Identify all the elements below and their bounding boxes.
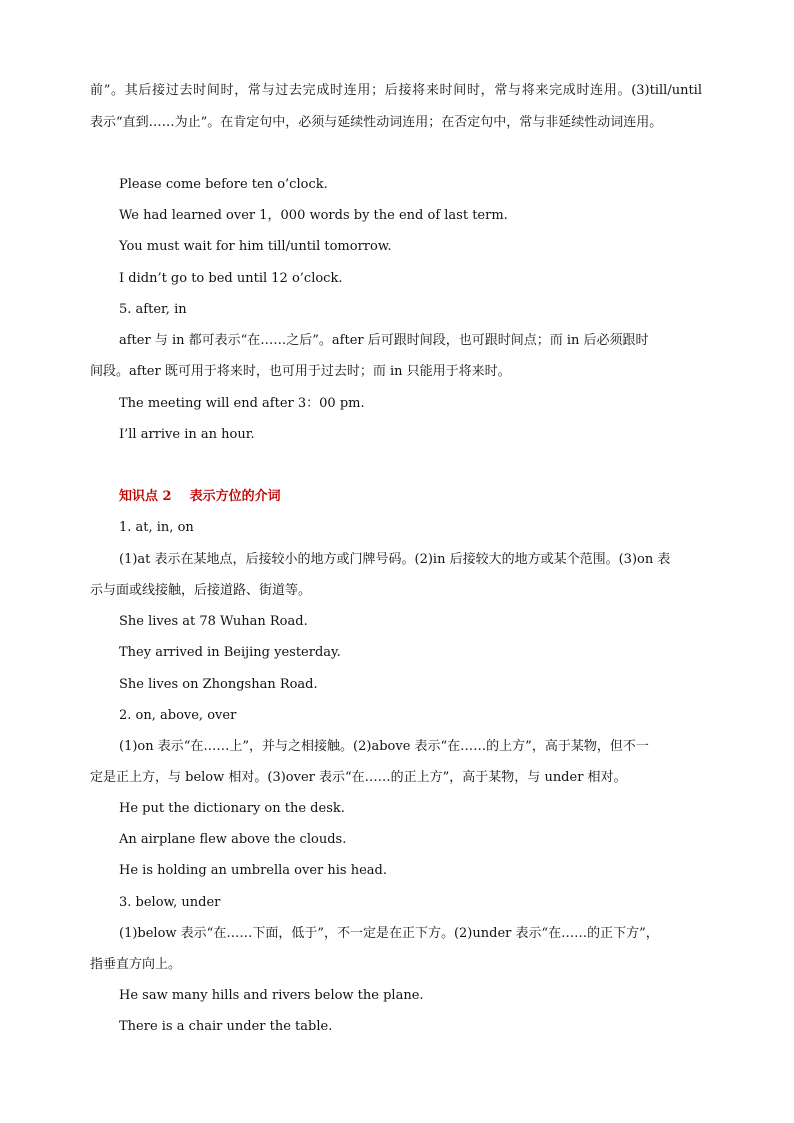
list-item-heading: 5. after, in bbox=[119, 302, 187, 317]
paragraph-line: (1)below 表示“在……下面，低于”，不一定是在正下方。(2)under 表示“在……的正下方”， bbox=[119, 926, 659, 941]
example-sentence: The meeting will end after 3：00 pm. bbox=[119, 396, 365, 411]
example-sentence: An airplane flew above the clouds. bbox=[119, 832, 347, 847]
example-sentence: They arrived in Beijing yesterday. bbox=[119, 645, 341, 660]
example-sentence: We had learned over 1，000 words by the end of last term. bbox=[119, 208, 508, 223]
section-heading-label: 知识点 2 bbox=[119, 489, 172, 504]
paragraph-line: 示与面或线接触，后接道路、街道等。 bbox=[90, 583, 312, 598]
example-sentence: Please come before ten o’clock. bbox=[119, 177, 328, 192]
example-sentence: He is holding an umbrella over his head. bbox=[119, 863, 387, 878]
list-item-heading: 2. on, above, over bbox=[119, 708, 237, 723]
example-sentence: He put the dictionary on the desk. bbox=[119, 801, 345, 816]
paragraph-line: 前”。其后接过去时间时，常与过去完成时连用；后接将来时间时，常与将来完成时连用。(3)till/until bbox=[90, 83, 702, 98]
example-sentence: I’ll arrive in an hour. bbox=[119, 427, 255, 442]
section-heading bbox=[119, 488, 281, 506]
paragraph-line: after 与 in 都可表示“在……之后”。after 后可跟时间段，也可跟时间点；而 in 后必须跟时 bbox=[119, 333, 649, 348]
example-sentence: She lives on Zhongshan Road. bbox=[119, 677, 318, 692]
paragraph-line: 指垂直方向上。 bbox=[90, 957, 182, 972]
example-sentence: There is a chair under the table. bbox=[119, 1019, 333, 1034]
paragraph-line: 定是正上方，与 below 相对。(3)over 表示“在……的正上方”，高于某物，与 under 相对。 bbox=[90, 770, 627, 785]
example-sentence: You must wait for him till/until tomorrow. bbox=[119, 239, 392, 254]
list-item-heading: 1. at, in, on bbox=[119, 520, 194, 535]
example-sentence: He saw many hills and rivers below the plane. bbox=[119, 988, 424, 1003]
example-sentence: She lives at 78 Wuhan Road. bbox=[119, 614, 308, 629]
list-item-heading: 3. below, under bbox=[119, 895, 221, 910]
paragraph-line: 间段。after 既可用于将来时，也可用于过去时；而 in 只能用于将来时。 bbox=[90, 364, 511, 379]
section-heading-title: 表示方位的介词 bbox=[189, 489, 281, 504]
example-sentence: I didn’t go to bed until 12 o’clock. bbox=[119, 271, 343, 286]
paragraph-line: (1)on 表示“在……上”，并与之相接触。(2)above 表示“在……的上方”，高于某物，但不一 bbox=[119, 739, 649, 754]
paragraph-line: (1)at 表示在某地点，后接较小的地方或门牌号码。(2)in 后接较大的地方或某个范围。(3)on 表 bbox=[119, 552, 671, 567]
paragraph-line: 表示“直到……为止”。在肯定句中，必须与延续性动词连用；在否定句中，常与非延续性动词连用。 bbox=[90, 115, 663, 130]
